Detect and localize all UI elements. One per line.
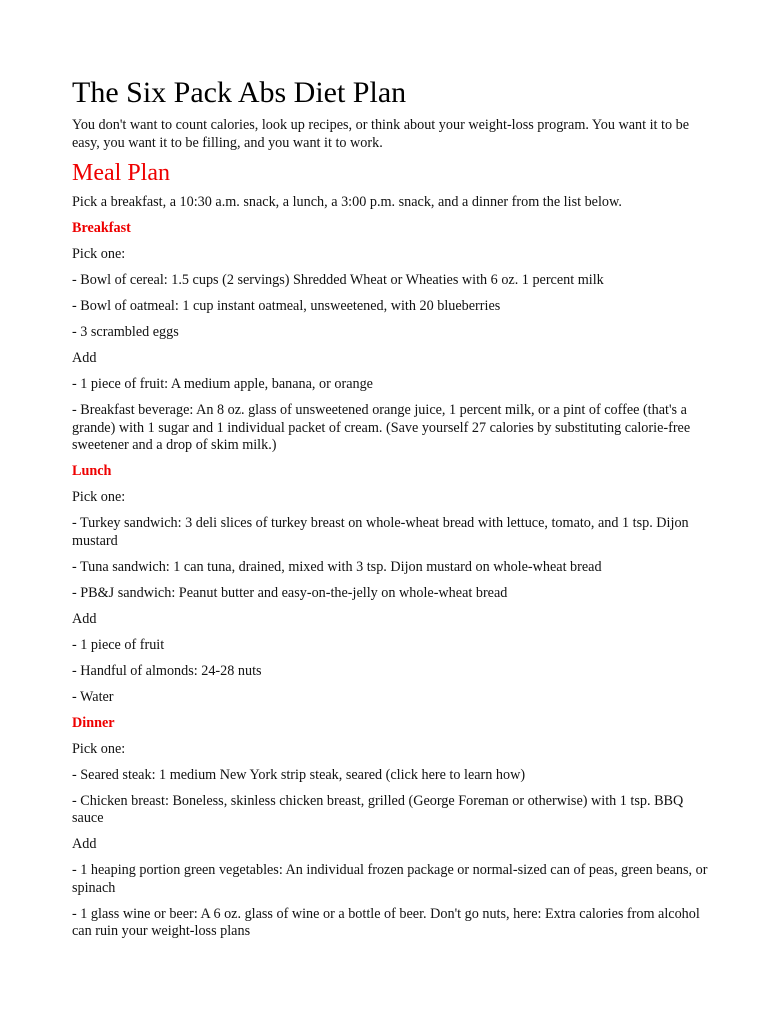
meal-plan-instructions: Pick a breakfast, a 10:30 a.m. snack, a lunch, a 3:00 p.m. snack, and a dinner from the list below. [72,194,622,211]
dinner-pick-label: Pick one: [72,740,126,757]
dinner-pick-item: - Chicken breast: Boneless, skinless chicken breast, grilled (George Foreman or otherwise) with 1 tsp. BBQ sauce [72,792,684,827]
dinner-add-item: - 1 heaping portion green vegetables: An individual frozen package or normal-sized can of peas, green beans, or spinach [72,862,708,896]
breakfast-pick-item: - Bowl of cereal: 1.5 cups (2 servings) Shredded Wheat or Wheaties with 6 oz. 1 percent milk [72,272,604,289]
breakfast-pick-item: - 3 scrambled eggs [72,324,179,341]
dinner-add-label: Add [72,836,97,853]
meal-plan-heading: Meal Plan [72,160,170,187]
intro-paragraph: You don't want to count calories, look up recipes, or think about your weight-loss program. You want it to be easy, you want it to be filling, and you want it to work. [72,117,690,151]
breakfast-heading: Breakfast [72,220,131,237]
lunch-add-label: Add [72,610,97,627]
breakfast-pick-item: - Bowl of oatmeal: 1 cup instant oatmeal, unsweetened, with 20 blueberries [72,298,501,315]
breakfast-add-label: Add [72,350,97,367]
breakfast-add-item: - 1 piece of fruit: A medium apple, banana, or orange [72,376,373,393]
document-page [72,76,712,941]
dinner-pick-item: - Seared steak: 1 medium New York strip steak, seared (click here to learn how) [72,766,526,783]
document-title: The Six Pack Abs Diet Plan [72,76,407,109]
lunch-add-item: - Water [72,688,114,705]
dinner-add-item: - 1 glass wine or beer: A 6 oz. glass of wine or a bottle of beer. Don't go nuts, here: Extra calories from alcohol can ruin your weight-loss plans [72,905,700,940]
lunch-pick-item: - PB&J sandwich: Peanut butter and easy-on-the-jelly on whole-wheat bread [72,584,508,601]
lunch-pick-item: - Turkey sandwich: 3 deli slices of turkey breast on whole-wheat bread with lettuce, tomato, and 1 tsp. Dijon mustard [72,515,689,549]
lunch-pick-item: - Tuna sandwich: 1 can tuna, drained, mixed with 3 tsp. Dijon mustard on whole-wheat bread [72,558,602,575]
breakfast-pick-label: Pick one: [72,246,126,263]
breakfast-add-item: - Breakfast beverage: An 8 oz. glass of unsweetened orange juice, 1 percent milk, or a pint of coffee (that's a grande) with 1 sugar and 1 individual packet of cream. (Save yourself 27 calories by substituting calorie-free sweetener and a drop of skim milk.) [72,402,691,454]
lunch-pick-label: Pick one: [72,489,126,506]
lunch-add-item: - 1 piece of fruit [72,636,165,653]
dinner-heading: Dinner [72,714,115,731]
lunch-add-item: - Handful of almonds: 24-28 nuts [72,662,262,679]
lunch-heading: Lunch [72,463,112,480]
